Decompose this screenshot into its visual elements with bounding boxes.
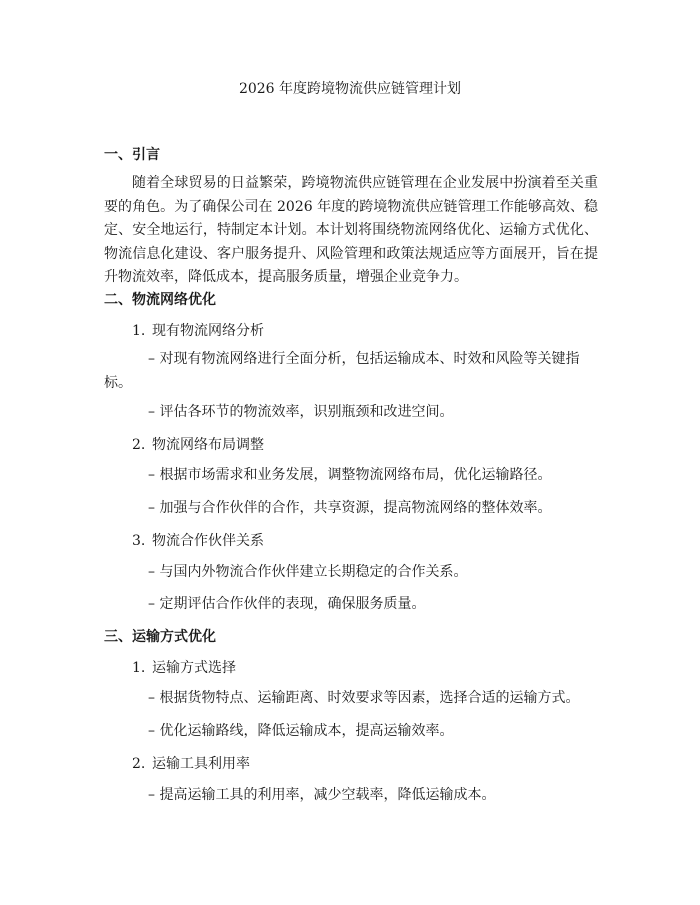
bullet-item: – 提高运输工具的利用率，减少空载率，降低运输成本。	[148, 787, 496, 803]
subsection-label: 物流网络布局调整	[152, 437, 264, 453]
section-heading-transport-optimization: 三、运输方式优化	[104, 629, 216, 645]
bullet-item: – 根据市场需求和业务发展，调整物流网络布局，优化运输路径。	[148, 467, 552, 483]
section-heading-network-optimization: 二、物流网络优化	[104, 292, 216, 308]
subsection-transport-selection	[132, 659, 236, 677]
subsection-vehicle-utilization	[132, 755, 250, 773]
subsection-number: 3.	[132, 533, 146, 549]
bullet-item: – 优化运输路线，降低运输成本，提高运输效率。	[148, 723, 454, 739]
subsection-network-analysis	[132, 322, 264, 340]
bullet-item: – 根据货物特点、运输距离、时效要求等因素，选择合适的运输方式。	[148, 690, 580, 706]
subsection-number: 1.	[132, 660, 146, 676]
subsection-network-layout	[132, 436, 264, 454]
subsection-label: 物流合作伙伴关系	[152, 533, 264, 549]
subsection-number: 1.	[132, 323, 146, 339]
section-heading-introduction: 一、引言	[104, 147, 160, 163]
subsection-partnerships	[132, 532, 264, 550]
bullet-item: – 加强与合作伙伴的合作，共享资源，提高物流网络的整体效率。	[148, 500, 552, 516]
subsection-label: 现有物流网络分析	[152, 323, 264, 339]
subsection-label: 运输工具利用率	[152, 756, 250, 772]
subsection-number: 2.	[132, 756, 146, 772]
introduction-paragraph: 随着全球贸易的日益繁荣，跨境物流供应链管理在企业发展中扮演着至关重要的角色。为了确保公司在 2026 年度的跨境物流供应链管理工作能够高效、稳定、安全地运行，特制定本计划。本计划将围绕物流网络优化、运输方式优化、物流信息化建设、客户服务提升、风险管理和政策法规适应等方面展开，旨在提升物流效率，降低成本，提高服务质量，增强企业竞争力。	[104, 175, 598, 285]
subsection-number: 2.	[132, 437, 146, 453]
bullet-item: – 与国内外物流合作伙伴建立长期稳定的合作关系。	[148, 564, 468, 580]
subsection-label: 运输方式选择	[152, 660, 236, 676]
bullet-item: – 定期评估合作伙伴的表现，确保服务质量。	[148, 596, 426, 612]
bullet-item: – 评估各环节的物流效率，识别瓶颈和改进空间。	[148, 404, 454, 420]
document-title: 2026 年度跨境物流供应链管理计划	[238, 81, 462, 97]
bullet-item: – 对现有物流网络进行全面分析，包括运输成本、时效和风险等关键指标。	[104, 351, 580, 391]
